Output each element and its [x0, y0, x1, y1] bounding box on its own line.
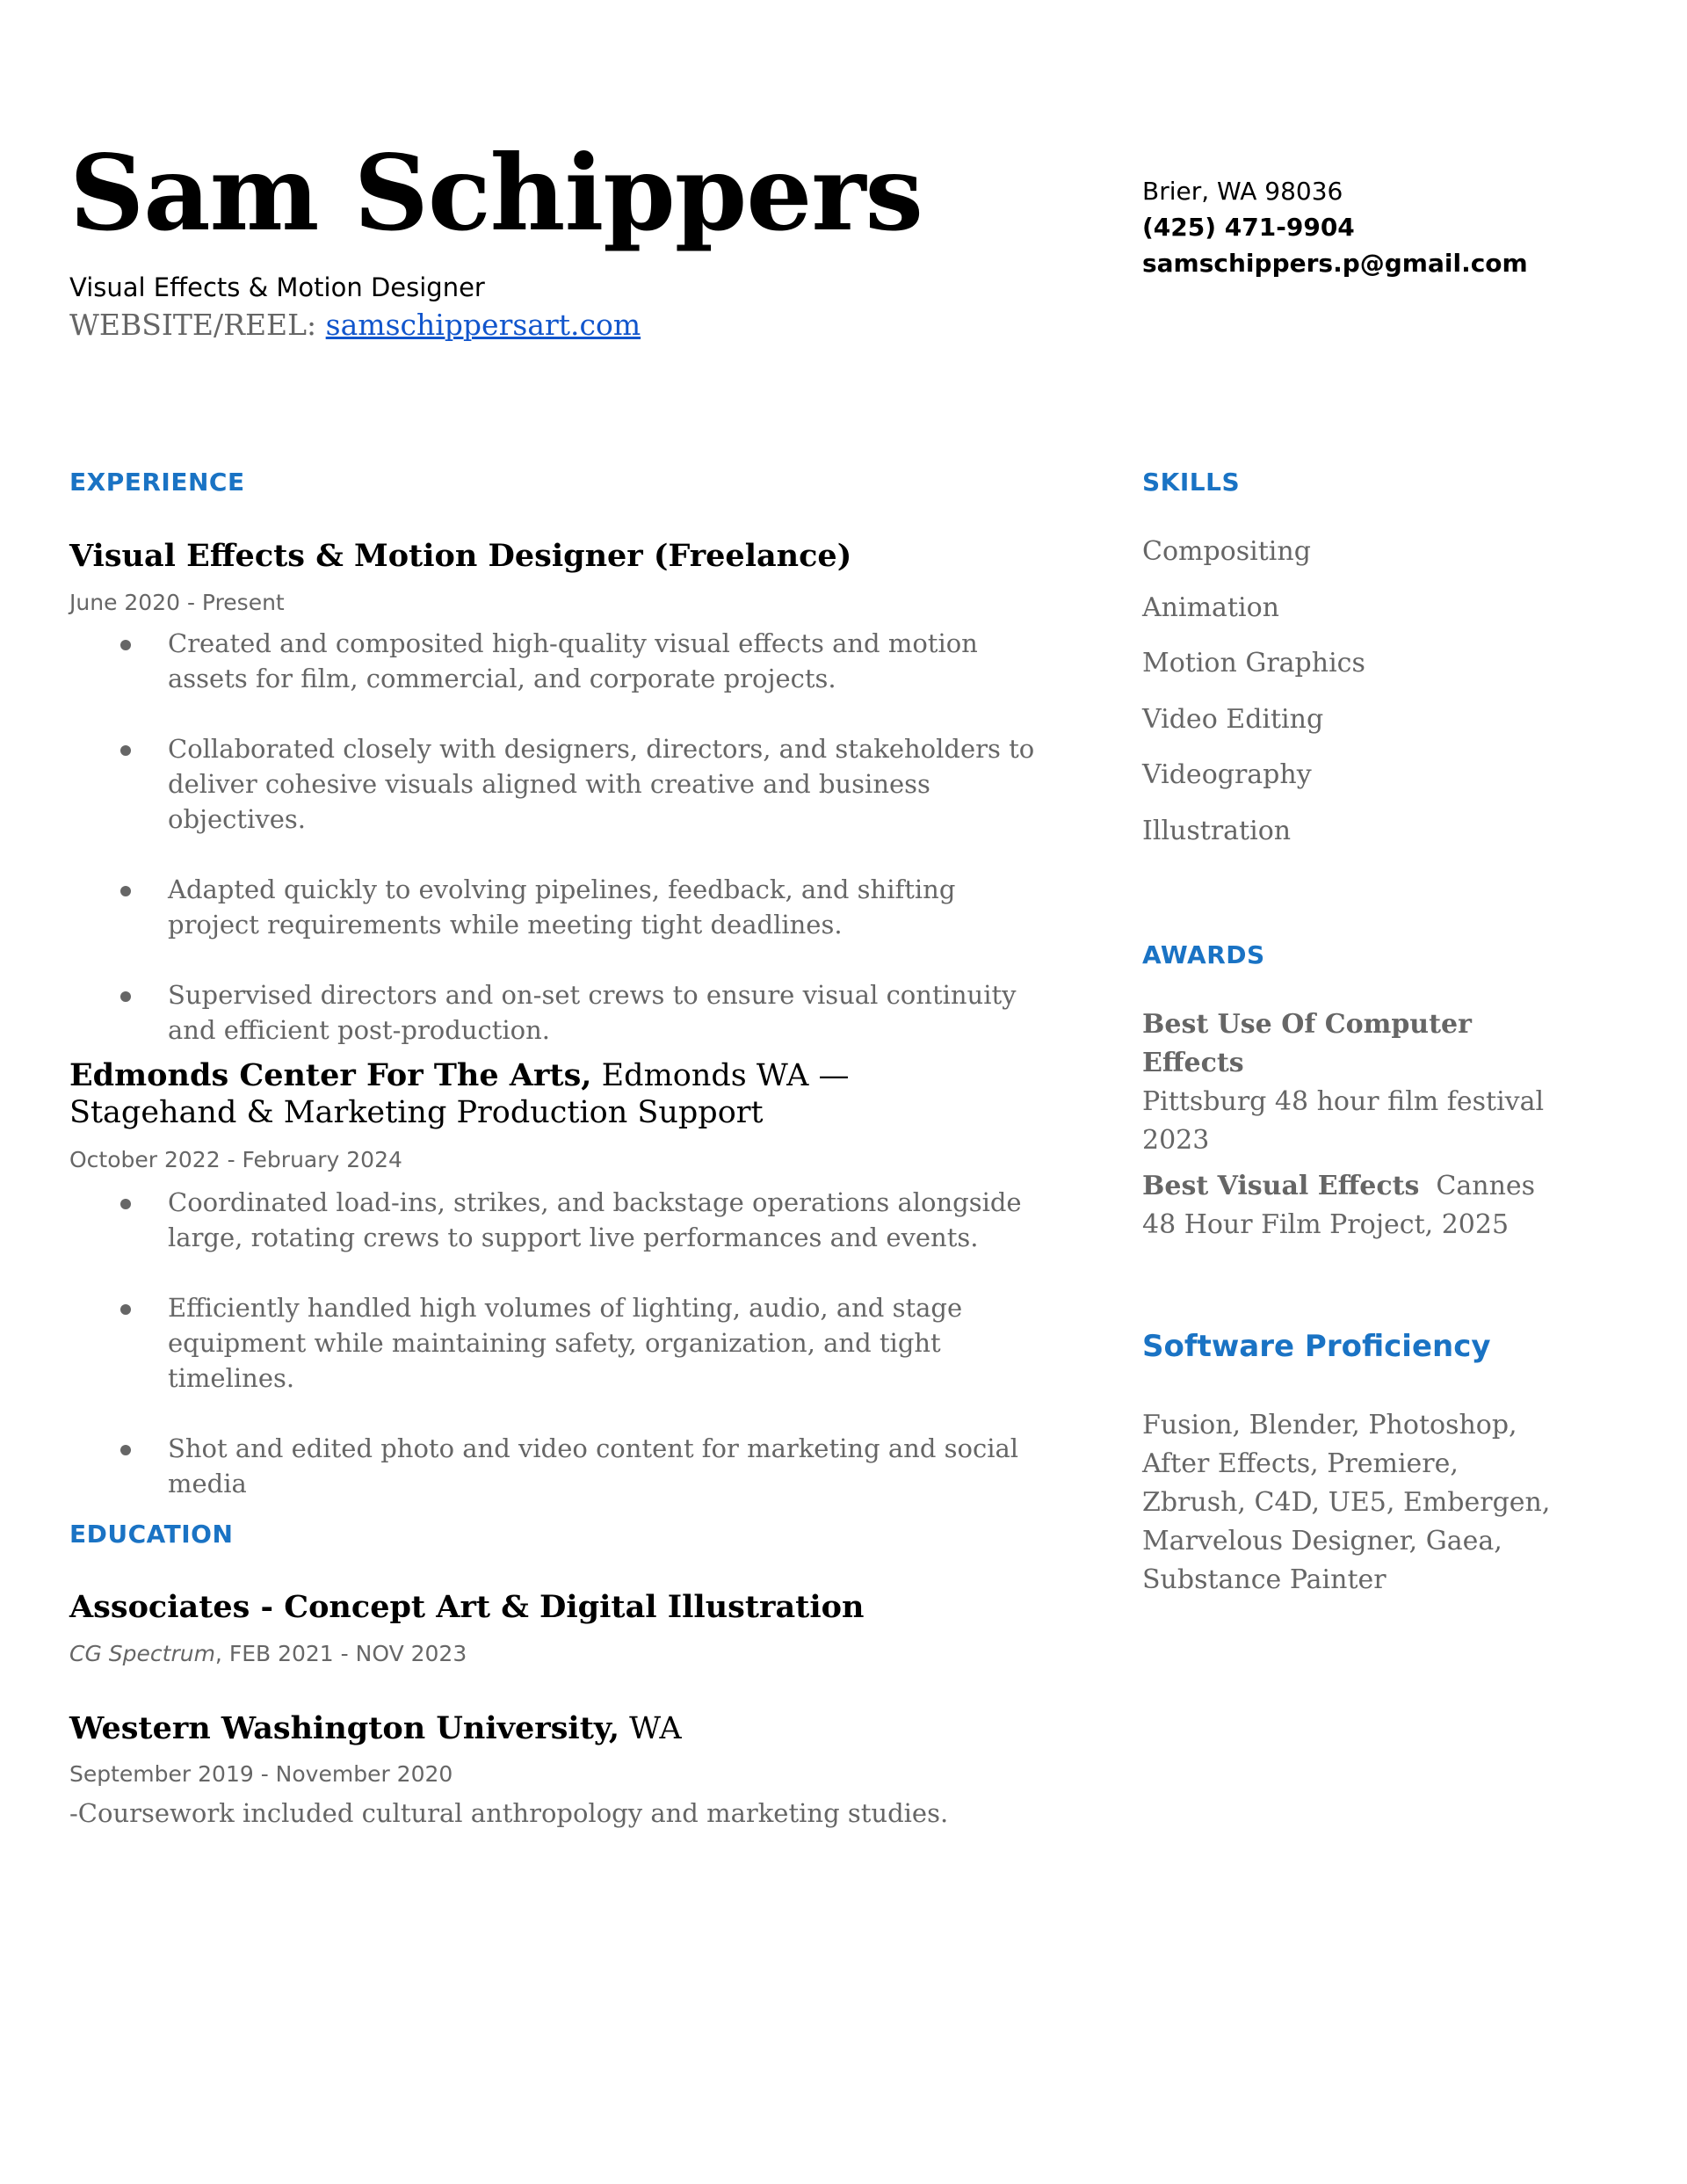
job-org: Edmonds Center For The Arts, [69, 1057, 592, 1093]
education-title-wwu [69, 1710, 1018, 1747]
website-line [69, 308, 641, 342]
contact-email[interactable]: samschippers.p@gmail.com [1142, 249, 1528, 278]
skills-list [1142, 534, 1365, 869]
job-bullets-edmonds [69, 1185, 1053, 1536]
education-note: -Coursework included cultural anthropology and marketing studies. [69, 1798, 949, 1828]
award-visual-effects [1142, 1167, 1555, 1244]
list-item: Efficiently handled high volumes of lighting, audio, and stage equipment while maintaining safety, organization, and tight timelines. [69, 1290, 1053, 1396]
job-dates-edmonds: October 2022 - February 2024 [69, 1147, 402, 1172]
job-role: Edmonds WA — Stagehand & Marketing Production Support [69, 1058, 850, 1130]
award-name: Best Use Of Computer Effects [1142, 1009, 1472, 1078]
education-dates: , FEB 2021 - NOV 2023 [214, 1641, 467, 1666]
education-school: CG Spectrum [69, 1641, 215, 1666]
software-heading: Software Proficiency [1142, 1329, 1491, 1364]
list-item: Created and composited high-quality visual effects and motion assets for film, commercial, and corporate projects. [69, 626, 1053, 696]
list-item: Video Editing [1142, 703, 1324, 735]
job-title-freelance: Visual Effects & Motion Designer (Freelance) [69, 538, 852, 574]
awards-heading: AWARDS [1142, 940, 1265, 969]
skills-heading: SKILLS [1142, 468, 1241, 497]
list-item: Illustration [1142, 815, 1292, 846]
award-name: Best Visual Effects [1142, 1171, 1420, 1201]
experience-heading: EXPERIENCE [69, 468, 245, 497]
candidate-name: Sam Schippers [69, 132, 923, 254]
website-link[interactable]: samschippersart.com [325, 308, 641, 342]
education-school: Western Washington University, [69, 1710, 620, 1746]
list-item: Coordinated load-ins, strikes, and backstage operations alongside large, rotating crews to support live performances and events. [69, 1185, 1053, 1255]
education-dates-cgspectrum [69, 1641, 467, 1666]
award-detail: Pittsburg 48 hour film festival 2023 [1142, 1086, 1545, 1156]
award-computer-effects [1142, 1005, 1555, 1160]
list-item: Compositing [1142, 536, 1311, 567]
website-label: WEBSITE/REEL: [69, 308, 326, 342]
list-item: Adapted quickly to evolving pipelines, feedback, and shifting project requirements while meeting tight deadlines. [69, 872, 1053, 942]
list-item: Supervised directors and on-set crews to ensure visual continuity and efficient post-production. [69, 977, 1053, 1048]
award-detail: Cannes 48 Hour Film Project, 2025 [1142, 1171, 1544, 1240]
job-title-edmonds [69, 1057, 1018, 1131]
contact-phone: (425) 471-9904 [1142, 213, 1355, 242]
job-bullets-freelance [69, 626, 1053, 1083]
software-list: Fusion, Blender, Photoshop, After Effects, Premiere, Zbrush, C4D, UE5, Embergen, Marvelous Designer, Gaea, Substance Painter [1142, 1410, 1551, 1595]
candidate-title: Visual Effects & Motion Designer [69, 272, 485, 302]
education-heading: EDUCATION [69, 1520, 234, 1549]
list-item: Shot and edited photo and video content for marketing and social media [69, 1431, 1053, 1501]
list-item: Motion Graphics [1142, 648, 1365, 678]
education-dates-wwu: September 2019 - November 2020 [69, 1761, 453, 1787]
contact-block [1142, 173, 1528, 281]
education-title-cgspectrum: Associates - Concept Art & Digital Illustration [69, 1589, 865, 1625]
education-location: WA [619, 1711, 682, 1746]
list-item: Videography [1142, 759, 1312, 790]
list-item: Collaborated closely with designers, directors, and stakeholders to deliver cohesive visuals aligned with creative and business objectives. [69, 731, 1053, 837]
list-item: Animation [1142, 591, 1279, 623]
contact-location: Brier, WA 98036 [1142, 177, 1343, 206]
job-dates-freelance: June 2020 - Present [69, 590, 285, 615]
